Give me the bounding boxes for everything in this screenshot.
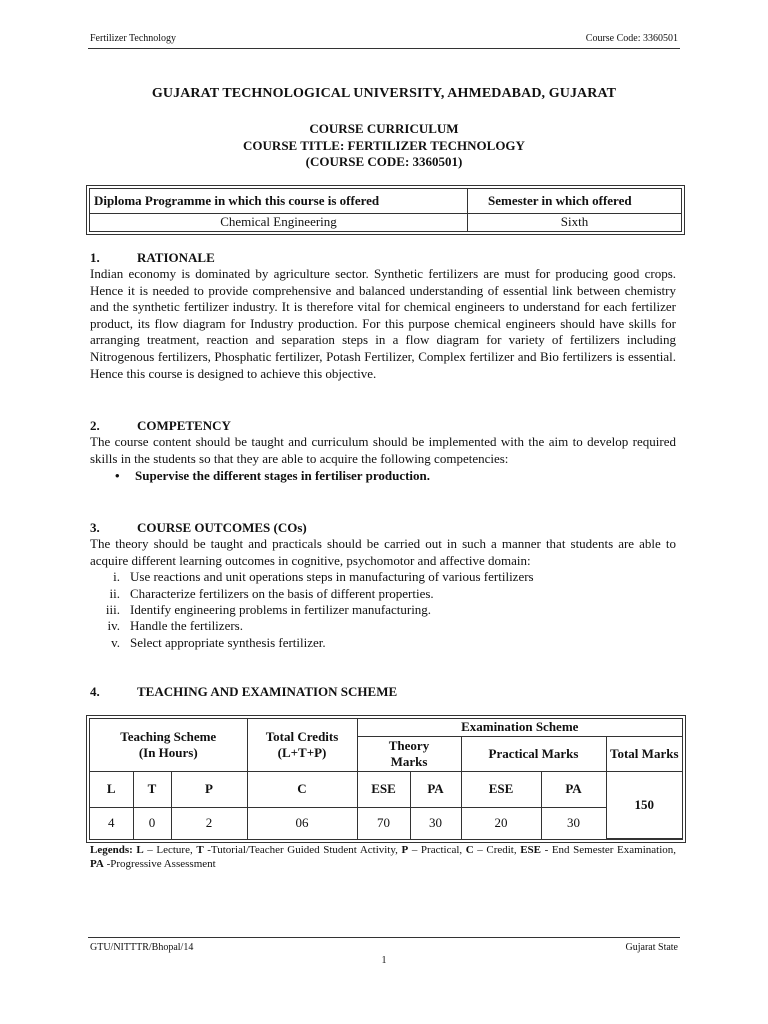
programme-table [86, 185, 685, 235]
practical-marks-header: Practical Marks [461, 736, 606, 771]
outcome-item: v. Select appropriate synthesis fertilizer. [111, 634, 326, 650]
value-L: 4 [90, 807, 133, 839]
outcomes-list [90, 569, 676, 651]
course-code: (COURSE CODE: 3360501) [305, 154, 463, 169]
sub-header-P: P [171, 771, 247, 807]
competency-list [90, 467, 676, 485]
header-right: Course Code: 3360501 [585, 33, 678, 44]
sub-header-C: C [247, 771, 357, 807]
outcomes-number: 3. [90, 520, 100, 535]
curriculum-title-block [0, 121, 768, 171]
scheme-number: 4. [90, 684, 100, 699]
outcomes-section [90, 520, 676, 651]
outcome-item: ii. Characterize fertilizers on the basis of different properties. [109, 585, 434, 601]
scheme-section-heading [90, 684, 676, 700]
university-title: GUJARAT TECHNOLOGICAL UNIVERSITY, AHMEDABAD, GUJARAT [151, 86, 617, 101]
theory-marks-header: Theory Marks [357, 736, 461, 771]
header-rule [88, 48, 680, 49]
programme-value: Chemical Engineering [90, 213, 468, 231]
value-theory-pa: 30 [410, 807, 461, 839]
value-T: 0 [133, 807, 171, 839]
sub-header-theory-ese: ESE [357, 771, 410, 807]
value-P: 2 [171, 807, 247, 839]
sub-header-T: T [133, 771, 171, 807]
value-practical-ese: 20 [461, 807, 541, 839]
scheme-table [86, 715, 686, 843]
rationale-number: 1. [90, 250, 100, 265]
bullet-icon: • [115, 468, 120, 484]
sub-header-theory-pa: PA [410, 771, 461, 807]
total-credits-header: Total Credits (L+T+P) [247, 719, 357, 771]
header-left: Fertilizer Technology [90, 33, 177, 44]
rationale-section [90, 250, 676, 382]
teaching-scheme-header: Teaching Scheme (In Hours) [90, 719, 247, 771]
outcomes-heading: COURSE OUTCOMES (COs) [137, 520, 307, 535]
outcomes-text: The theory should be taught and practicals should be carried out in such a manner that students are able to acquire different learning outcomes in cognitive, psychomotor and affective domain: [90, 536, 676, 568]
value-practical-pa: 30 [541, 807, 606, 839]
legend: Legends: L – Lecture, T -Tutorial/Teacher Guided Student Activity, P – Practical, C – Credit, ESE - End Semester Examination, PA -Progressive Assessment [90, 844, 677, 870]
scheme-heading: TEACHING AND EXAMINATION SCHEME [137, 684, 398, 699]
competency-text: The course content should be taught and curriculum should be implemented with the aim to develop required skills in the students so that they are able to acquire the following competencies: [90, 434, 676, 466]
page-number: 1 [381, 955, 387, 966]
sub-header-practical-ese: ESE [461, 771, 541, 807]
curriculum-title: COURSE CURRICULUM [309, 121, 459, 136]
programme-col-header: Diploma Programme in which this course is offered [90, 189, 468, 213]
rationale-heading: RATIONALE [137, 250, 215, 265]
competency-section [90, 418, 676, 485]
competency-number: 2. [90, 418, 100, 433]
exam-scheme-header: Examination Scheme [357, 719, 682, 736]
page-footer [90, 942, 678, 953]
outcome-item: i. Use reactions and unit operations steps in manufacturing of various fertilizers [113, 569, 534, 585]
semester-col-header: Semester in which offered [468, 189, 682, 213]
outcome-item: iii. Identify engineering problems in fertilizer manufacturing. [105, 602, 432, 617]
total-marks-header: Total Marks [606, 736, 682, 771]
sub-header-L: L [90, 771, 133, 807]
value-theory-ese: 70 [357, 807, 410, 839]
competency-heading: COMPETENCY [137, 418, 231, 433]
total-marks-value: 150 [606, 771, 682, 839]
value-C: 06 [247, 807, 357, 839]
competency-item: • Supervise the different stages in fertiliser production. [115, 468, 431, 484]
outcome-item: iv. Handle the fertilizers. [107, 618, 243, 634]
rationale-text: Indian economy is dominated by agriculture sector. Synthetic fertilizers are must for producing good crops. Hence it is needed to provide comprehensive and balanced understanding of essential link between chemistry and the synthetic fertilizer industry. It is therefore vital for chemical engineers to understand for each fertilizer product, its flow diagram for Industry production. For this purpose chemical engineers should have skills for arranging treatment, reaction and separation steps in a flow diagram for variety of fertilizers including Nitrogenous fertilizers, Phosphatic fertilizer, Potash Fertilizer, Complex fertilizer and Bio fertilizers is essential. Hence this course is designed to achieve this objective. [90, 266, 676, 381]
sub-header-practical-pa: PA [541, 771, 606, 807]
footer-left: GTU/NITTTR/Bhopal/14 [90, 942, 194, 953]
semester-value: Sixth [468, 213, 682, 231]
footer-rule [88, 937, 680, 938]
page-header [90, 33, 678, 44]
course-title: COURSE TITLE: FERTILIZER TECHNOLOGY [243, 137, 525, 153]
footer-right: Gujarat State [625, 942, 678, 953]
